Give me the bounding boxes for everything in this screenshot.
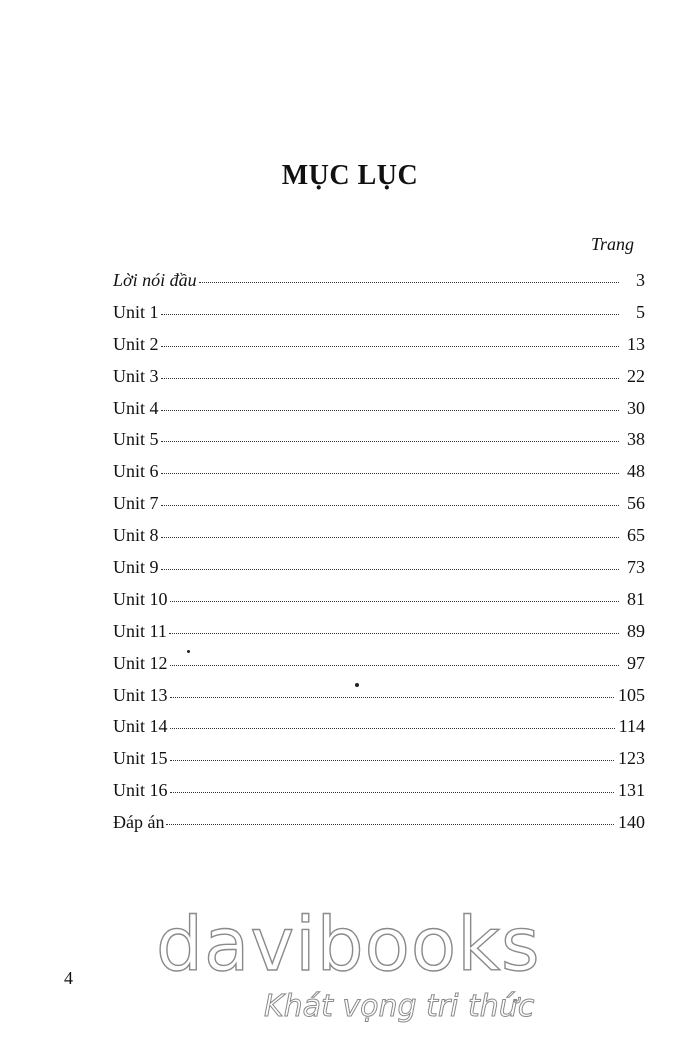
toc-row xyxy=(113,461,645,493)
toc-row xyxy=(113,398,645,430)
toc-entry-page: 97 xyxy=(627,652,645,673)
watermark-brand-logo: davibooks xyxy=(156,902,541,988)
toc-entry-page: 5 xyxy=(636,301,645,322)
watermark-tagline: Khát vọng tri thức xyxy=(264,989,535,1024)
toc-entry-label: Unit 12 xyxy=(113,652,168,673)
toc-row xyxy=(113,716,645,748)
toc-entry-page: 30 xyxy=(627,397,645,418)
toc-row xyxy=(113,653,645,685)
dot-leader xyxy=(170,792,614,793)
toc-entry-label: Unit 8 xyxy=(113,525,159,546)
toc-entry-label: Unit 13 xyxy=(113,684,168,705)
toc-row xyxy=(113,270,645,302)
dot-leader xyxy=(161,410,619,411)
toc-entry-label: Unit 14 xyxy=(113,716,168,737)
toc-list xyxy=(113,270,645,844)
scan-speck xyxy=(187,650,190,653)
dot-leader xyxy=(170,665,619,666)
page-number: 4 xyxy=(64,968,73,988)
toc-entry-page: 65 xyxy=(627,525,645,546)
toc-row xyxy=(113,748,645,780)
toc-entry-label: Đáp án xyxy=(113,812,165,833)
toc-entry-label: Unit 3 xyxy=(113,365,159,386)
toc-row xyxy=(113,589,645,621)
toc-row xyxy=(113,685,645,717)
toc-entry-label: Unit 7 xyxy=(113,493,159,514)
dot-leader xyxy=(161,378,619,379)
dot-leader xyxy=(161,537,619,538)
toc-entry-label: Unit 11 xyxy=(113,620,167,641)
toc-entry-page: 38 xyxy=(627,429,645,450)
toc-row xyxy=(113,621,645,653)
toc-entry-label: Unit 9 xyxy=(113,557,159,578)
toc-entry-page: 105 xyxy=(618,684,645,705)
dot-leader xyxy=(161,505,619,506)
toc-entry-page: 114 xyxy=(618,716,645,737)
toc-entry-label: Lời nói đầu xyxy=(113,270,197,290)
toc-row xyxy=(113,429,645,461)
toc-entry-label: Unit 6 xyxy=(113,461,159,482)
toc-row xyxy=(113,366,645,398)
toc-entry-page: 56 xyxy=(627,493,645,514)
toc-entry-page: 81 xyxy=(627,588,645,609)
toc-entry-page: 73 xyxy=(627,557,645,578)
dot-leader xyxy=(161,441,619,442)
dot-leader xyxy=(169,633,619,634)
toc-entry-page: 48 xyxy=(627,461,645,482)
scan-speck xyxy=(355,683,359,687)
toc-entry-label: Unit 2 xyxy=(113,333,159,354)
dot-leader xyxy=(161,346,619,347)
page-column-label: Trang xyxy=(590,234,634,254)
dot-leader xyxy=(161,473,619,474)
toc-row xyxy=(113,334,645,366)
toc-entry-page: 22 xyxy=(627,365,645,386)
toc-row xyxy=(113,780,645,812)
toc-entry-page: 123 xyxy=(618,748,645,769)
toc-entry-label: Unit 10 xyxy=(113,588,168,609)
toc-entry-page: 13 xyxy=(627,333,645,354)
dot-leader xyxy=(161,314,619,315)
toc-entry-label: Unit 4 xyxy=(113,397,159,418)
toc-entry-label: Unit 1 xyxy=(113,301,159,322)
dot-leader xyxy=(170,728,615,729)
toc-row xyxy=(113,557,645,589)
toc-row xyxy=(113,493,645,525)
toc-row xyxy=(113,525,645,557)
page-title: MỤC LỤC xyxy=(281,160,419,191)
dot-leader xyxy=(161,569,619,570)
toc-entry-page: 131 xyxy=(618,780,645,801)
toc-entry-label: Unit 5 xyxy=(113,429,159,450)
toc-entry-label: Unit 16 xyxy=(113,780,168,801)
dot-leader xyxy=(170,760,614,761)
dot-leader xyxy=(170,601,619,602)
dot-leader xyxy=(199,282,619,283)
toc-entry-page: 140 xyxy=(618,812,645,833)
toc-entry-label: Unit 15 xyxy=(113,748,168,769)
toc-entry-page: 3 xyxy=(636,270,645,290)
toc-entry-page: 89 xyxy=(627,620,645,641)
toc-row xyxy=(113,302,645,334)
toc-row xyxy=(113,812,645,844)
dot-leader xyxy=(170,697,614,698)
dot-leader xyxy=(166,824,614,825)
